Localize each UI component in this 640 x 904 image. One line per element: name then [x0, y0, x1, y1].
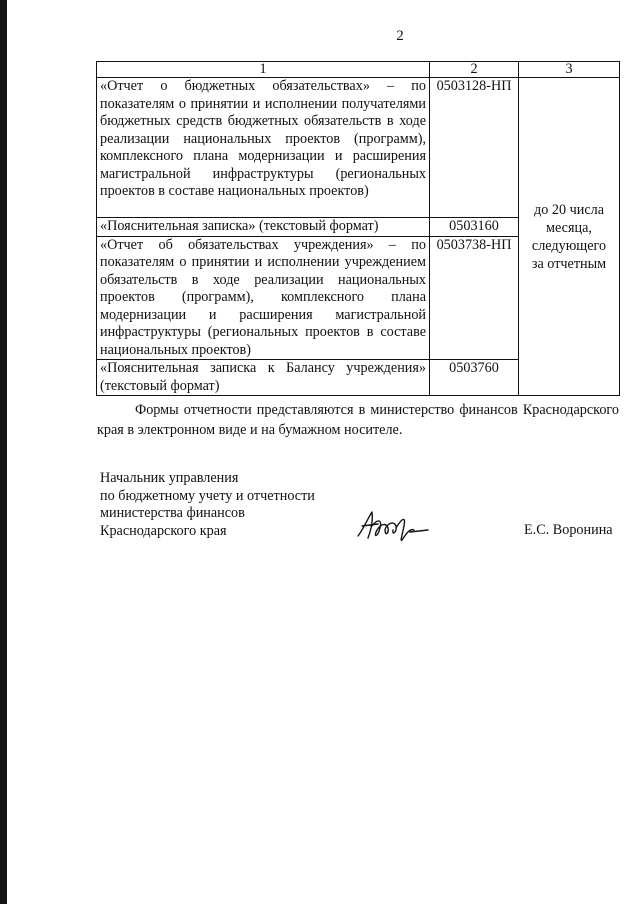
form-title-cell: «Пояснительная записка» (текстовый формат) [97, 218, 430, 237]
signer-name: Е.С. Воронина [524, 522, 613, 538]
submission-paragraph: Формы отчетности представляются в министерство финансов Краснодарского края в электронном виде и на бумажном носителе. [97, 402, 619, 438]
form-title-cell: «Пояснительная записка к Балансу учреждения» (текстовый формат) [97, 360, 430, 396]
form-title-cell: «Отчет об обязательствах учреждения» – по показателям о принятии и исполнении учреждением обязательств в ходе реализации национальных проектов (программ), комплексного плана модернизации и расширения магистральной инфраструктуры (региональных проектов в составе национальных проектов) [97, 236, 430, 360]
deadline-line: месяца, [546, 219, 592, 236]
form-title-cell: «Отчет о бюджетных обязательствах» – по показателям о принятии и исполнении получателями бюджетных средств бюджетных обязательств в ходе реализации национальных проектов (программ), комплексного плана модернизации и расширения магистральной инфраструктуры (региональных проектов в составе национальных проектов) [97, 78, 430, 218]
scan-edge [0, 0, 7, 904]
handwritten-signature [352, 506, 432, 546]
form-code-cell: 0503760 [430, 360, 519, 396]
deadline-line: следующего [531, 237, 607, 254]
deadline-cell [519, 78, 620, 396]
deadline-line: до 20 числа [534, 201, 604, 218]
column-header-1: 1 [97, 62, 430, 78]
form-code-cell: 0503738-НП [430, 236, 519, 360]
table-row [97, 78, 620, 218]
table-header-row [97, 62, 620, 78]
column-header-3: 3 [519, 62, 620, 78]
position-line: Начальник управления [100, 470, 239, 486]
position-line: по бюджетному учету и отчетности [100, 487, 315, 504]
form-code-cell: 0503128-НП [430, 78, 519, 218]
position-line: Краснодарского края [100, 522, 227, 539]
page-number: 2 [396, 28, 404, 44]
signatory-position [100, 470, 315, 540]
column-header-2: 2 [430, 62, 519, 78]
position-line: министерства финансов [100, 505, 245, 521]
deadline-line: за отчетным [531, 255, 607, 272]
report-forms-table [96, 61, 620, 396]
form-code-cell: 0503160 [430, 218, 519, 237]
